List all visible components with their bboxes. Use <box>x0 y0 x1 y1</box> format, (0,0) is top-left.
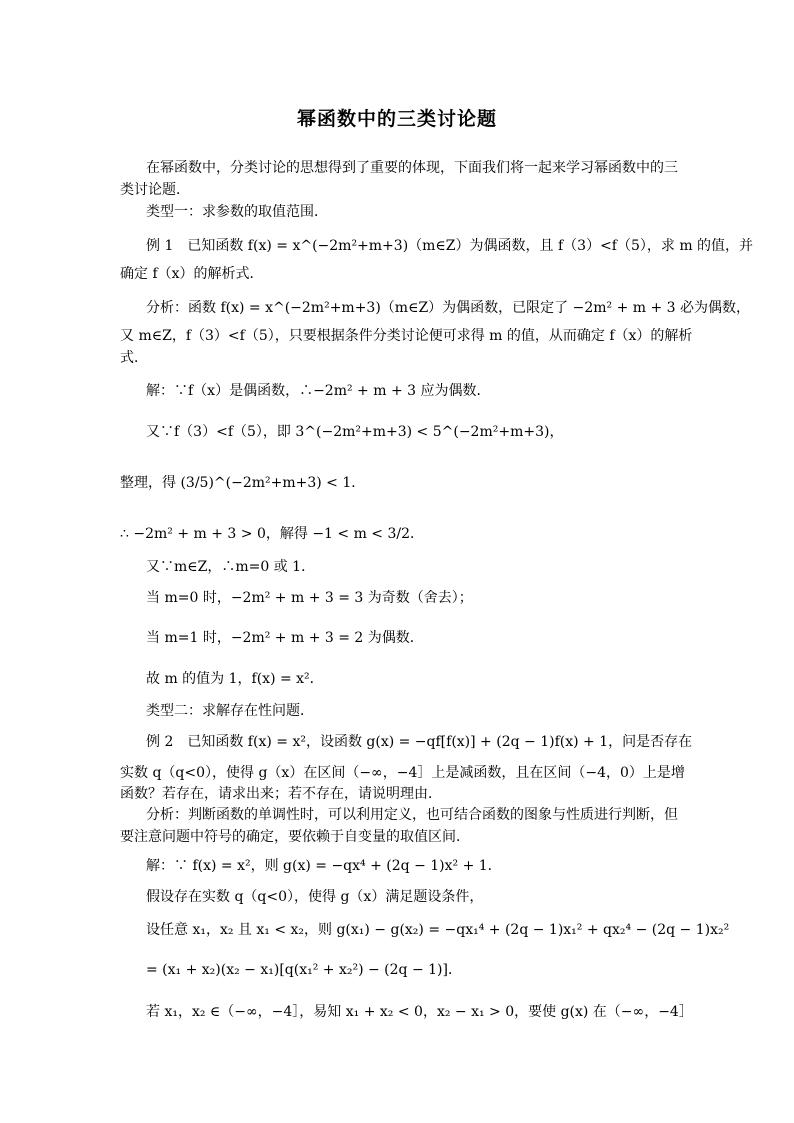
example-line: 函数？若存在，请求出来；若不存在，请说明理由． <box>120 786 442 802</box>
analysis-line: 式． <box>120 350 148 366</box>
solution-line: 解：∵f（x）是偶函数，∴−2m² + m + 3 应为偶数． <box>146 383 491 399</box>
solution-line: 整理，得 (3/5)^(−2m²+m+3) < 1． <box>120 475 366 491</box>
paragraph-line: 在幂函数中，分类讨论的思想得到了重要的体现，下面我们将一起来学习幂函数中的三 <box>146 160 678 176</box>
section-heading: 类型一：求参数的取值范围． <box>146 204 328 220</box>
solution-line: 若 x₁，x₂ ∈（−∞，−4］，易知 x₁ + x₂ < 0，x₂ − x₁ > 0，要使 g(x) 在（−∞，−4］ <box>146 1004 693 1020</box>
page-title: 幂函数中的三类讨论题 <box>296 108 497 130</box>
solution-line: 又∵f（3）<f（5），即 3^(−2m²+m+3) < 5^(−2m²+m+3)， <box>146 424 564 440</box>
example-line: 实数 q（q<0），使得 g（x）在区间（−∞，−4］上是减函数，且在区间（−4，0）上是增 <box>120 765 685 781</box>
paragraph-line: 类讨论题． <box>120 182 190 198</box>
solution-line: 故 m 的值为 1，f(x) = x²． <box>146 671 324 687</box>
solution-line: ∴ −2m² + m + 3 > 0，解得 −1 < m < 3/2． <box>120 526 425 542</box>
analysis-line: 要注意问题中符号的确定，要依赖于自变量的取值区间． <box>120 829 470 845</box>
example-line: 确定 f（x）的解析式． <box>120 266 264 282</box>
solution-line: 当 m=0 时，−2m² + m + 3 = 3 为奇数（舍去）； <box>146 590 473 606</box>
solution-line: 当 m=1 时，−2m² + m + 3 = 2 为偶数． <box>146 630 424 646</box>
solution-line: = (x₁ + x₂)(x₂ − x₁)[q(x₁² + x₂²) − (2q − 1)]． <box>146 962 462 978</box>
analysis-line: 分析：函数 f(x) = x^(−2m²+m+3)（m∈Z）为偶函数，已限定了 −2m² + m + 3 必为偶数， <box>146 300 751 316</box>
solution-line: 设任意 x₁，x₂ 且 x₁ < x₂，则 g(x₁) − g(x₂) = −qx₁⁴ + (2q − 1)x₁² + qx₂⁴ − (2q − 1)x₂² <box>146 922 730 938</box>
solution-line: 假设存在实数 q（q<0），使得 g（x）满足题设条件， <box>146 889 484 905</box>
analysis-line: 分析：判断函数的单调性时，可以利用定义，也可结合函数的图象与性质进行判断，但 <box>146 807 678 823</box>
solution-line: 又∵m∈Z，∴m=0 或 1． <box>146 559 316 575</box>
analysis-line: 又 m∈Z，f（3）<f（5），只要根据条件分类讨论便可求得 m 的值，从而确定 f（x）的解析 <box>120 328 693 344</box>
example-line: 例 1 已知函数 f(x) = x^(−2m²+m+3)（m∈Z）为偶函数，且 f（3）<f（5），求 m 的值，并 <box>146 238 754 254</box>
solution-line: 解：∵ f(x) = x²，则 g(x) = −qx⁴ + (2q − 1)x² + 1． <box>146 858 502 874</box>
section-heading: 类型二：求解存在性问题． <box>146 703 314 719</box>
example-line: 例 2 已知函数 f(x) = x²，设函数 g(x) = −qf[f(x)] + (2q − 1)f(x) + 1，问是否存在 <box>146 734 693 750</box>
